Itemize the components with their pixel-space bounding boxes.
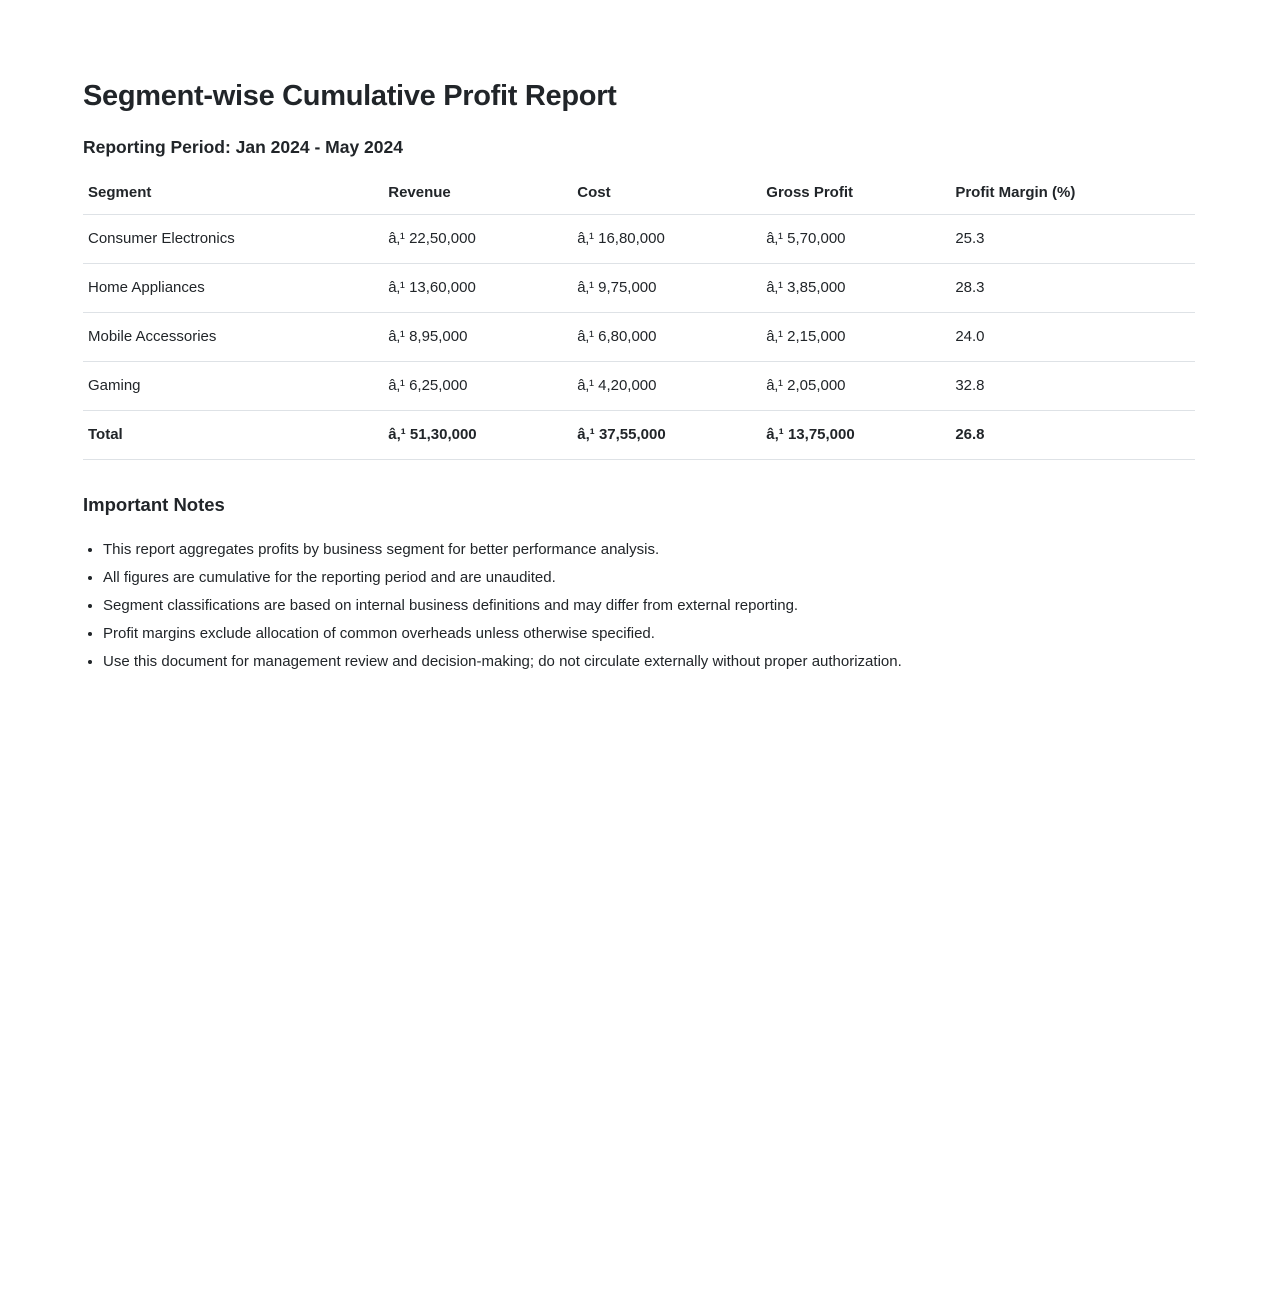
cost-cell: â‚¹ 6,80,000 <box>572 313 761 362</box>
note-item: • This report aggregates profits by business segment for better performance analysis. <box>103 540 1195 560</box>
total-profit-margin-cell: 26.8 <box>950 411 1195 460</box>
table-header-row <box>83 180 1195 215</box>
page-title: Segment-wise Cumulative Profit Report <box>83 80 617 112</box>
total-revenue-cell: â‚¹ 51,30,000 <box>383 411 572 460</box>
note-item: • Use this document for management review and decision-making; do not circulate externally without proper authorization. <box>103 652 1195 672</box>
cost-cell: â‚¹ 9,75,000 <box>572 264 761 313</box>
note-item: • Segment classifications are based on internal business definitions and may differ from external reporting. <box>103 596 1195 616</box>
total-label-cell: Total <box>83 411 383 460</box>
revenue-cell: â‚¹ 8,95,000 <box>383 313 572 362</box>
profit-margin-cell: 24.0 <box>950 313 1195 362</box>
table-row <box>83 313 1195 362</box>
column-header-profit-margin: Profit Margin (%) <box>950 180 1195 215</box>
revenue-cell: â‚¹ 13,60,000 <box>383 264 572 313</box>
column-header-gross-profit: Gross Profit <box>761 180 950 215</box>
total-cost-cell: â‚¹ 37,55,000 <box>572 411 761 460</box>
total-gross-profit-cell: â‚¹ 13,75,000 <box>761 411 950 460</box>
revenue-cell: â‚¹ 22,50,000 <box>383 215 572 264</box>
reporting-period: Reporting Period: Jan 2024 - May 2024 <box>83 137 403 157</box>
gross-profit-cell: â‚¹ 5,70,000 <box>761 215 950 264</box>
notes-list <box>83 540 1195 672</box>
column-header-segment: Segment <box>83 180 383 215</box>
segment-cell: Consumer Electronics <box>83 215 383 264</box>
column-header-cost: Cost <box>572 180 761 215</box>
gross-profit-cell: â‚¹ 3,85,000 <box>761 264 950 313</box>
cost-cell: â‚¹ 16,80,000 <box>572 215 761 264</box>
gross-profit-cell: â‚¹ 2,05,000 <box>761 362 950 411</box>
cost-cell: â‚¹ 4,20,000 <box>572 362 761 411</box>
table-row <box>83 362 1195 411</box>
profit-table <box>83 180 1195 460</box>
gross-profit-cell: â‚¹ 2,15,000 <box>761 313 950 362</box>
profit-margin-cell: 25.3 <box>950 215 1195 264</box>
profit-margin-cell: 32.8 <box>950 362 1195 411</box>
table-row <box>83 264 1195 313</box>
note-item: • Profit margins exclude allocation of common overheads unless otherwise specified. <box>103 624 1195 644</box>
revenue-cell: â‚¹ 6,25,000 <box>383 362 572 411</box>
segment-cell: Home Appliances <box>83 264 383 313</box>
segment-cell: Gaming <box>83 362 383 411</box>
column-header-revenue: Revenue <box>383 180 572 215</box>
table-row <box>83 215 1195 264</box>
profit-margin-cell: 28.3 <box>950 264 1195 313</box>
segment-cell: Mobile Accessories <box>83 313 383 362</box>
notes-heading: Important Notes <box>83 494 225 515</box>
note-item: • All figures are cumulative for the reporting period and are unaudited. <box>103 568 1195 588</box>
table-total-row <box>83 411 1195 460</box>
